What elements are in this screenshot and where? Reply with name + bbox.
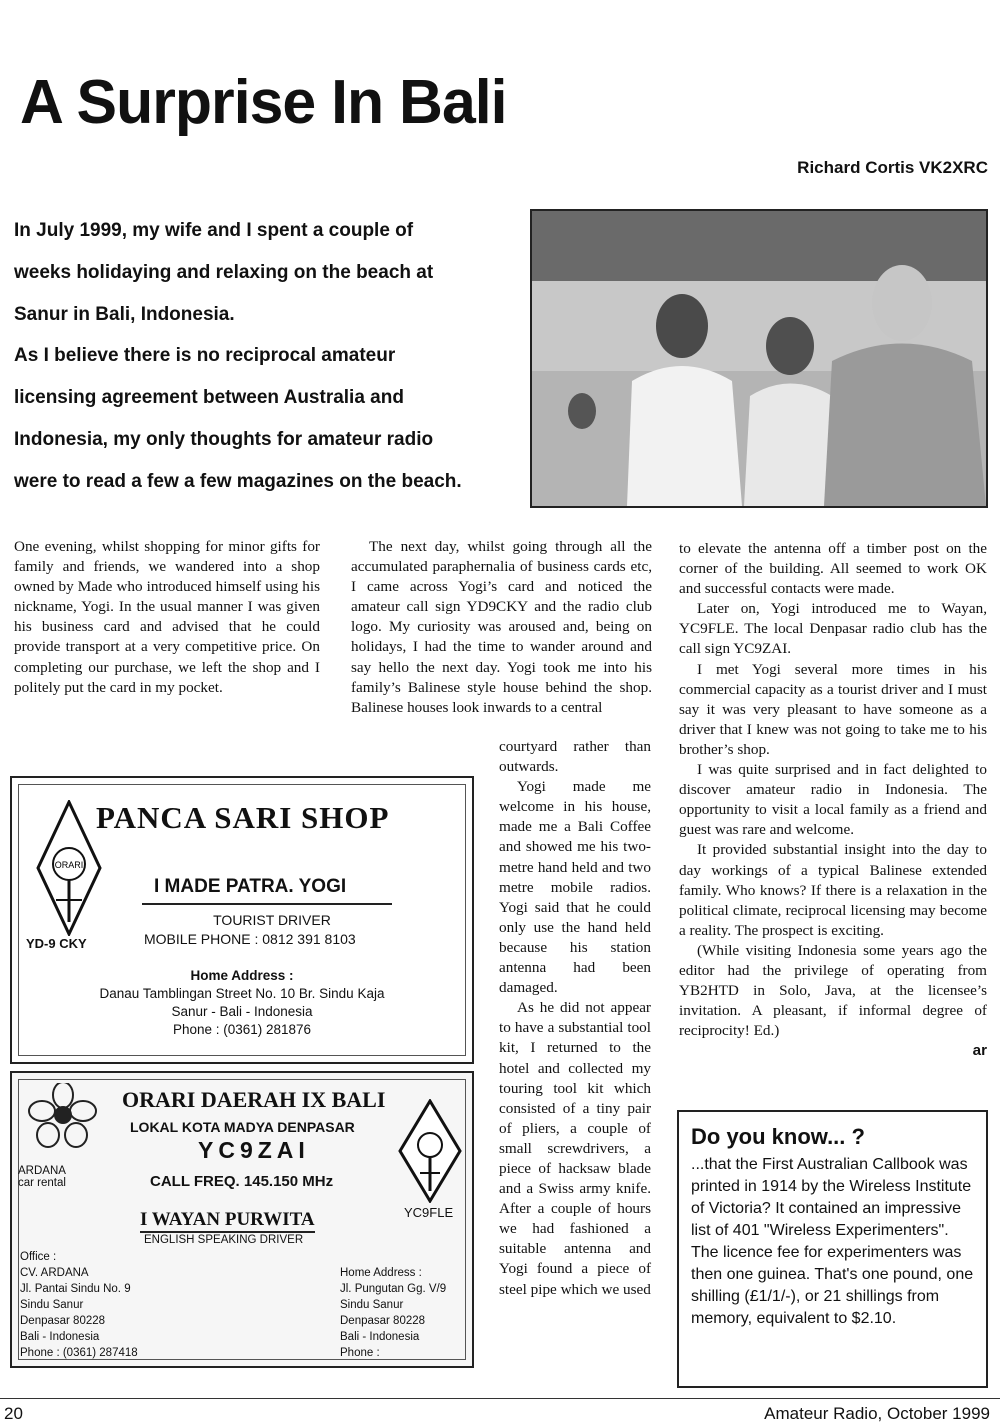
intro-line: licensing agreement between Australia and	[14, 387, 404, 409]
body-paragraph: Yogi made me welcome in his house, made me a Bali Coffee and showed me his two-metre hand held and two metre mobile radios. Yogi said that he could only use the hand held because his station antenna had been damaged.	[499, 778, 651, 997]
call-frequency: CALL FREQ. 145.150 MHz	[150, 1173, 334, 1190]
body-paragraph: courtyard rather than outwards.	[499, 738, 651, 776]
address-line: Office :	[20, 1251, 57, 1263]
driver-name: I WAYAN PURWITA	[140, 1209, 315, 1233]
address-line: Home Address :	[340, 1267, 422, 1279]
right-callsign: YC9FLE	[404, 1205, 454, 1220]
body-paragraph: The next day, whilst going through all the accumulated paraphernalia of business cards etc, I came across Yogi’s card and noticed the amateur call sign YD9CKY and the radio club logo. My curiosity was aroused and, being on holidays, I had the time to wander around and say hello the next day. Yogi took me into his family’s Balinese style house behind the shop. Balinese houses look inwards to a central	[351, 538, 652, 716]
intro-paragraph	[14, 210, 514, 503]
body-paragraph: As he did not appear to have a substantial tool kit, I returned to the hotel and collected my touring tool kit which consisted of a tiny pair of pliers, a couple of small screwdrivers, a piece of hacksaw blade and a Swiss army knife. After a couple of hours we had fashioned a suitable antenna and Yogi found a piece of steel pipe which we used	[499, 999, 651, 1298]
intro-line: Sanur in Bali, Indonesia.	[14, 303, 235, 325]
business-card-orari-bali	[10, 1071, 474, 1368]
ardana-name: ARDANA	[18, 1165, 66, 1177]
intro-line: As I believe there is no reciprocal amateur	[14, 345, 396, 367]
orari-logo-icon	[36, 800, 102, 936]
body-column-2	[351, 537, 652, 718]
address-line: Denpasar 80228	[20, 1315, 106, 1327]
intro-line: In July 1999, my wife and I spent a couple of	[14, 220, 414, 241]
card-name: I MADE PATRA. YOGI	[154, 876, 347, 897]
article-photo	[530, 209, 988, 508]
intro-line: Indonesia, my only thoughts for amateur radio	[14, 428, 434, 450]
address-line: Sindu Sanur	[20, 1299, 84, 1311]
did-you-know-box	[677, 1110, 988, 1388]
author-byline: Richard Cortis VK2XRC	[797, 158, 988, 177]
address-line: CV. ARDANA	[20, 1267, 89, 1279]
card-address-line: Sanur - Bali - Indonesia	[171, 1004, 313, 1019]
page-number: 20	[4, 1404, 23, 1423]
address-line: Bali - Indonesia	[340, 1331, 420, 1343]
office-address	[20, 1249, 138, 1361]
business-card-panca-sari	[10, 776, 474, 1064]
body-paragraph: to elevate the antenna off a timber post on the corner of the building. All seemed to work OK and successful contacts were made.	[679, 540, 987, 598]
divider	[142, 903, 392, 905]
body-paragraph: (While visiting Indonesia some years ago the editor had the privilege of operating from YB2HTD in Solo, Java, at the licensee’s invitation. A pleasant, if informal degree of reciprocity! Ed.)	[679, 941, 987, 1040]
card-mobile: MOBILE PHONE : 0812 391 8103	[144, 931, 356, 947]
article-title: A Surprise In Bali	[20, 68, 507, 137]
card-role: TOURIST DRIVER	[213, 912, 331, 928]
body-paragraph: I was quite surprised and in fact delighted to discover amateur radio in Indonesia. The opportunity to visit a local family as a friend and guest was rare and welcome.	[679, 761, 987, 839]
body-column-2-narrow	[499, 737, 651, 1300]
card-callsign: YD-9 CKY	[26, 936, 87, 951]
address-line: Phone : (0361) 287418	[20, 1347, 138, 1359]
intro-line: weeks holidaying and relaxing on the beach at	[14, 261, 434, 283]
hibiscus-icon	[28, 1083, 98, 1163]
photo-three-men	[532, 211, 986, 506]
body-column-3	[679, 539, 987, 1061]
footer-rule	[0, 1398, 1000, 1399]
club-name: ORARI DAERAH IX BALI	[122, 1087, 386, 1112]
card-home-label: Home Address :	[190, 968, 294, 983]
intro-line: were to read a few a few magazines on the beach.	[14, 470, 462, 492]
address-line: Bali - Indonesia	[20, 1331, 100, 1343]
ardana-sub: car rental	[18, 1177, 66, 1189]
address-line: Phone :	[340, 1347, 380, 1359]
logo-text: ORARI	[54, 860, 84, 870]
home-address	[340, 1265, 446, 1361]
club-callsign: YC9ZAI	[198, 1137, 310, 1163]
address-line: Jl. Pungutan Gg. V/9	[340, 1283, 447, 1295]
box-heading: Do you know... ?	[691, 1124, 865, 1149]
card-phone: Phone : (0361) 281876	[172, 1022, 312, 1037]
body-column-1	[14, 537, 320, 698]
box-text: ...that the First Australian Callbook was printed in 1914 by the Wireless Institute of Victoria? It contained an impressive list of 401 "Wireless Experimenters". The licence fee for experimenters was then one guinea. That's one pound, one shilling (£1/1/-), or 21 shillings from memory, equivalent to $2.10.	[691, 1156, 974, 1327]
address-line: Denpasar 80228	[340, 1315, 426, 1327]
end-mark: ar	[972, 1042, 987, 1060]
card-address-line: Danau Tamblingan Street No. 10 Br. Sindu Kaja	[99, 986, 385, 1001]
driver-role: ENGLISH SPEAKING DRIVER	[144, 1234, 304, 1246]
address-line: Jl. Pantai Sindu No. 9	[20, 1283, 131, 1295]
body-paragraph: I met Yogi several more times in his commercial capacity as a tourist driver and I must say it was very pleasant to have someone as a driver that I knew was not going to take me to his brother’s shop.	[679, 660, 987, 758]
orari-logo-icon	[398, 1099, 462, 1203]
body-paragraph: One evening, whilst shopping for minor gifts for family and friends, we wandered into a shop owned by Made who introduced himself using his nickname, Yogi. In the usual manner I was given his business card and advised that he could provide transport at a very competitive price. On completing our purchase, we left the shop and I politely put the card in my pocket.	[14, 538, 320, 696]
club-area: LOKAL KOTA MADYA DENPASAR	[130, 1119, 355, 1135]
publication-footer: Amateur Radio, October 1999	[764, 1404, 990, 1423]
address-line: Sindu Sanur	[340, 1299, 404, 1311]
body-paragraph: It provided substantial insight into the day to day workings of a typical Balinese extended family. Who knows? If there is a relaxation in the political climate, reciprocal licensing may become a reality. The prospect is exciting.	[679, 841, 987, 939]
body-paragraph: Later on, Yogi introduced me to Wayan, YC9FLE. The local Denpasar radio club has the call sign YC9ZAI.	[679, 600, 987, 658]
ardana-brand	[18, 1165, 66, 1189]
shop-name: PANCA SARI SHOP	[96, 800, 390, 835]
